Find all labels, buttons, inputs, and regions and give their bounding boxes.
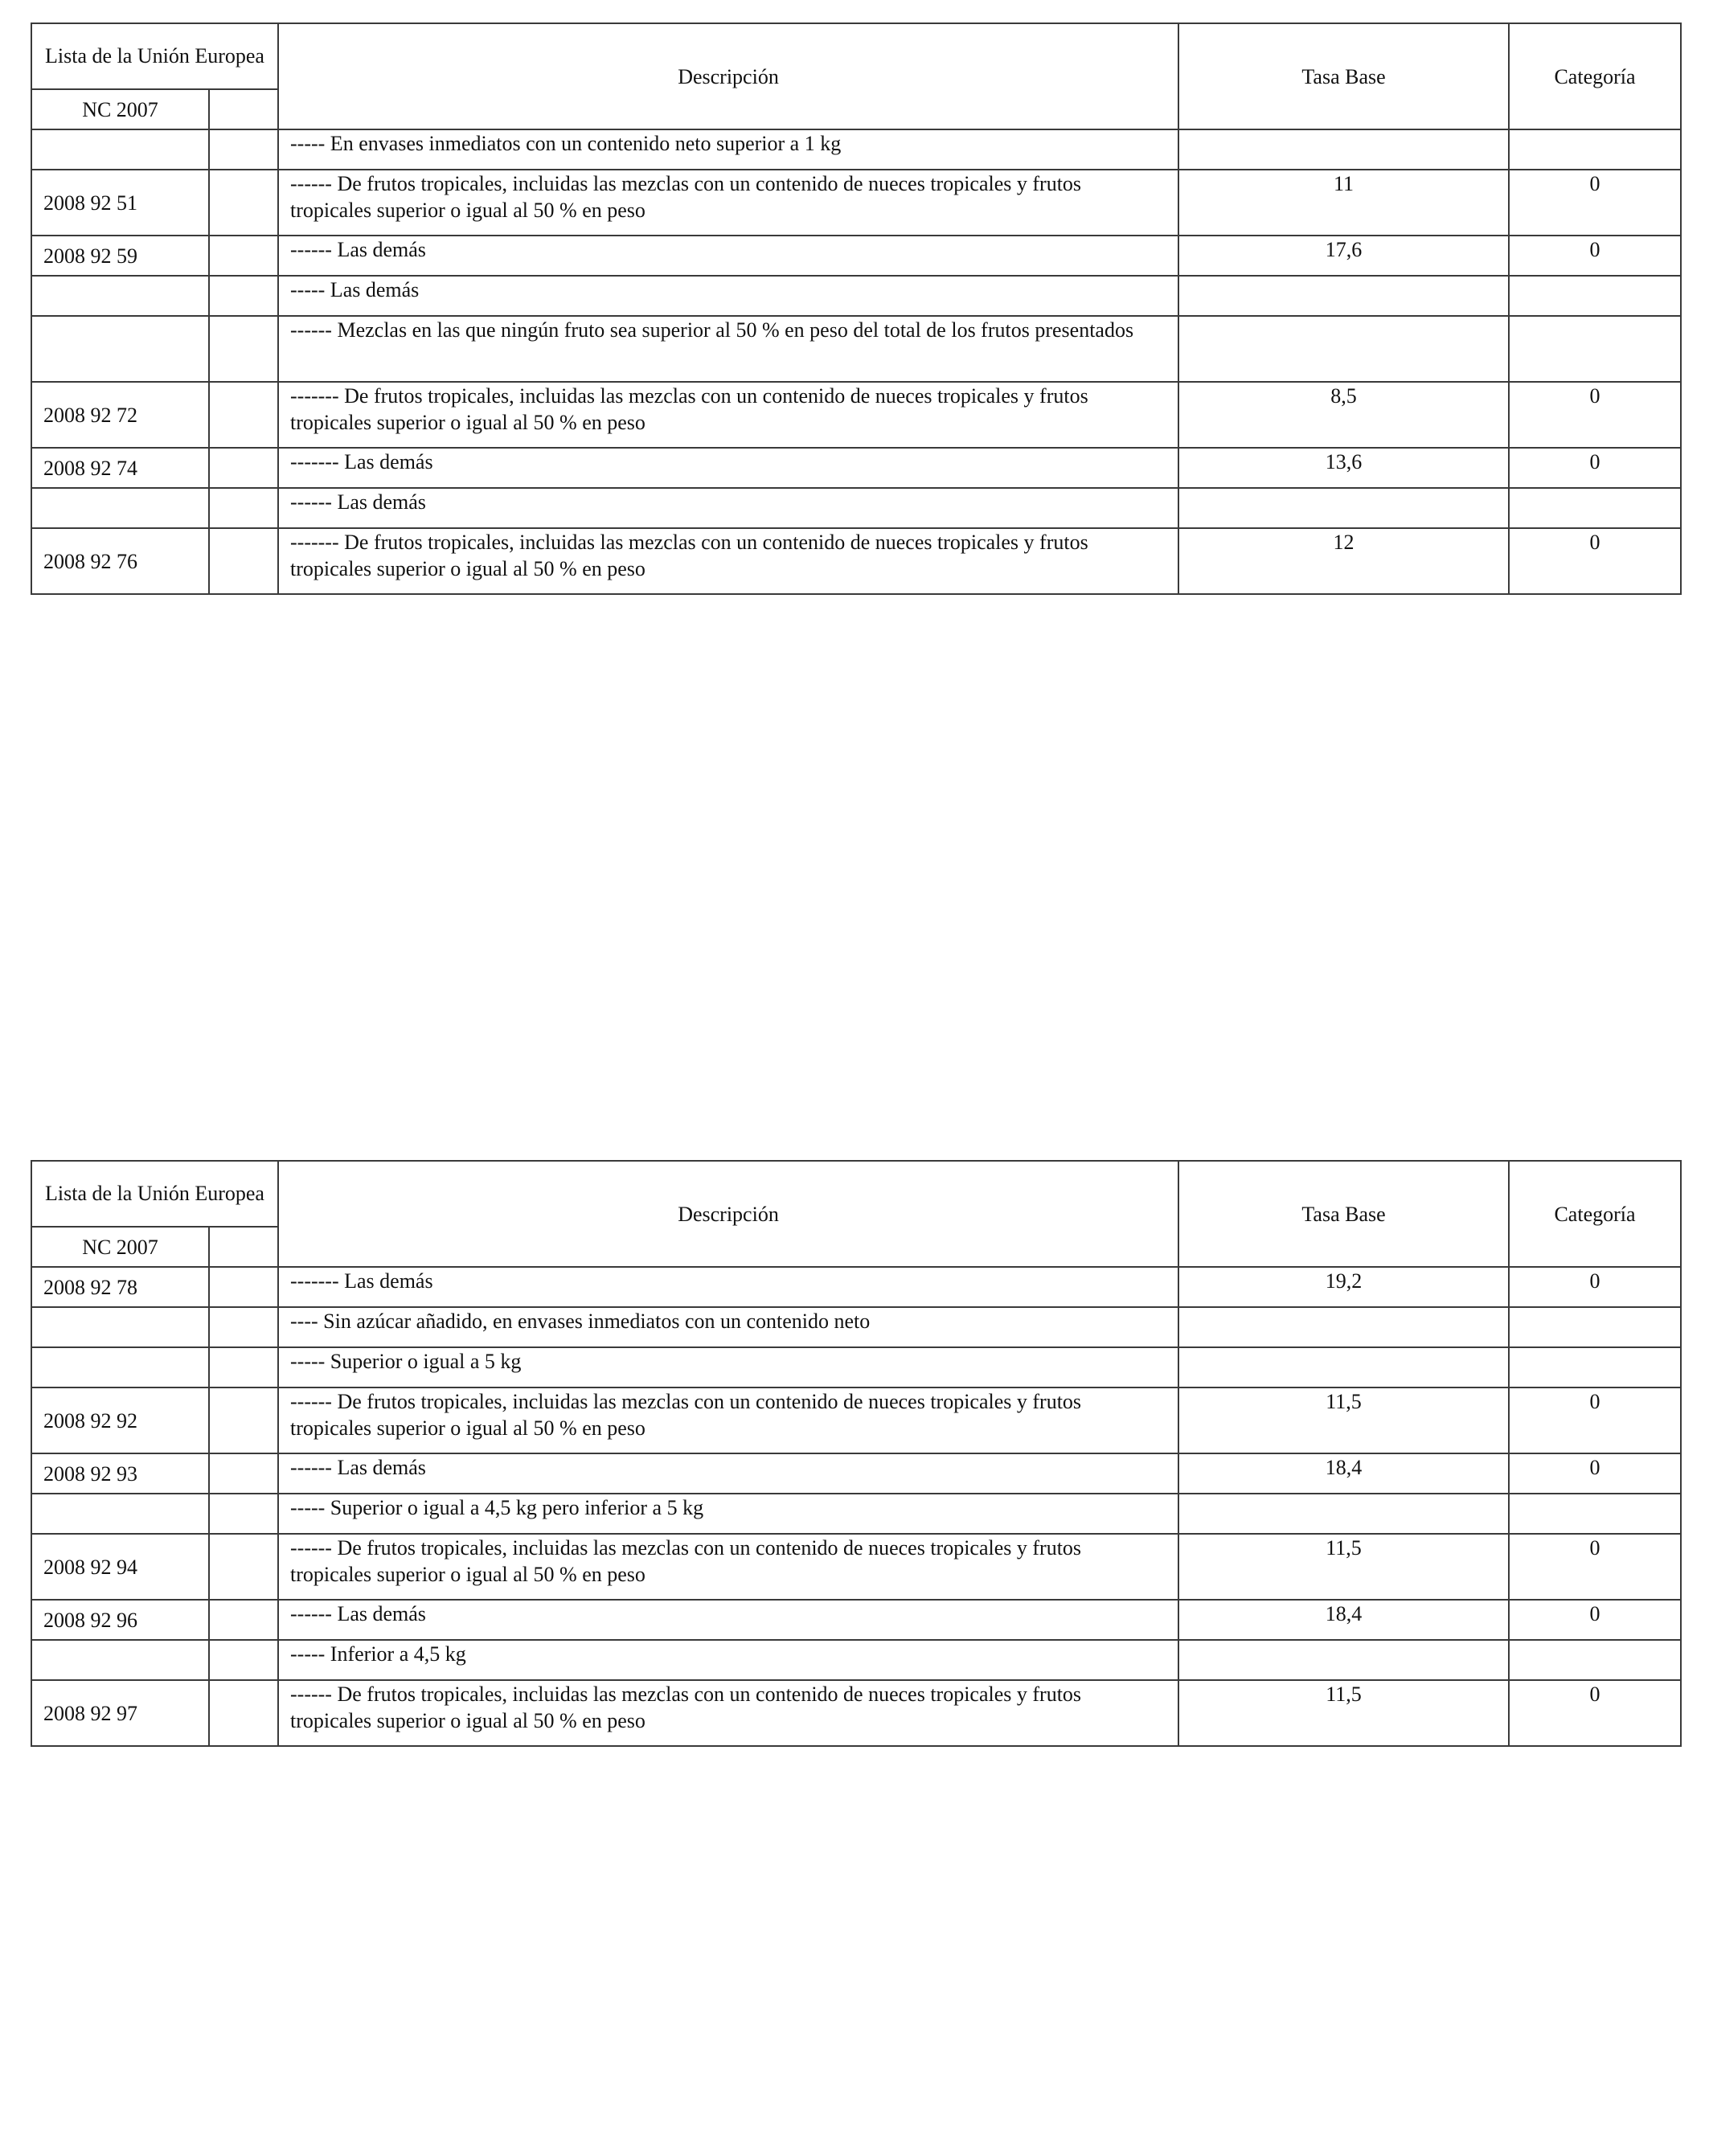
list-header: Lista de la Unión Europea xyxy=(31,1161,278,1227)
table-row xyxy=(31,1267,1681,1307)
base-rate: 19,2 xyxy=(1178,1267,1509,1307)
description: ------ Las demás xyxy=(278,236,1178,276)
empty-cell xyxy=(209,1267,278,1307)
description: ----- Superior o igual a 4,5 kg pero inferior a 5 kg xyxy=(278,1494,1178,1534)
description: ------ De frutos tropicales, incluidas las mezclas con un contenido de nueces tropicales y frutos tropicales superior o igual al 50 % en peso xyxy=(278,1387,1178,1453)
category xyxy=(1509,1494,1681,1534)
nc-code: 2008 92 93 xyxy=(31,1453,209,1494)
description: ------ Mezclas en las que ningún fruto sea superior al 50 % en peso del total de los frutos presentados xyxy=(278,316,1178,382)
base-rate: 13,6 xyxy=(1178,448,1509,488)
category: 0 xyxy=(1509,170,1681,236)
table-row xyxy=(31,1387,1681,1453)
nc-code xyxy=(31,1494,209,1534)
base-rate: 18,4 xyxy=(1178,1600,1509,1640)
category xyxy=(1509,1347,1681,1387)
table-row xyxy=(31,1640,1681,1680)
empty-cell xyxy=(209,528,278,594)
category xyxy=(1509,129,1681,170)
description: ------- De frutos tropicales, incluidas las mezclas con un contenido de nueces tropicales y frutos tropicales superior o igual al 50 % en peso xyxy=(278,382,1178,448)
empty-cell xyxy=(209,1640,278,1680)
table-row xyxy=(31,1600,1681,1640)
empty-cell xyxy=(209,1453,278,1494)
empty-cell xyxy=(209,488,278,528)
category-header: Categoría xyxy=(1509,1161,1681,1267)
table-row xyxy=(31,488,1681,528)
base-rate-header: Tasa Base xyxy=(1178,23,1509,129)
nc-code xyxy=(31,488,209,528)
description: ------ Las demás xyxy=(278,1600,1178,1640)
base-rate xyxy=(1178,129,1509,170)
description: ----- Superior o igual a 5 kg xyxy=(278,1347,1178,1387)
list-header: Lista de la Unión Europea xyxy=(31,23,278,89)
description: ----- Las demás xyxy=(278,276,1178,316)
empty-header-cell xyxy=(209,89,278,129)
base-rate xyxy=(1178,1347,1509,1387)
empty-cell xyxy=(209,170,278,236)
description-header: Descripción xyxy=(278,1161,1178,1267)
empty-cell xyxy=(209,1307,278,1347)
description-header: Descripción xyxy=(278,23,1178,129)
description: ------- De frutos tropicales, incluidas las mezclas con un contenido de nueces tropicales y frutos tropicales superior o igual al 50 % en peso xyxy=(278,528,1178,594)
category xyxy=(1509,488,1681,528)
table-row xyxy=(31,1347,1681,1387)
description: ------ De frutos tropicales, incluidas las mezclas con un contenido de nueces tropicales y frutos tropicales superior o igual al 50 % en peso xyxy=(278,1680,1178,1746)
description: ---- Sin azúcar añadido, en envases inmediatos con un contenido neto xyxy=(278,1307,1178,1347)
nc-code: 2008 92 97 xyxy=(31,1680,209,1746)
base-rate: 8,5 xyxy=(1178,382,1509,448)
base-rate: 11 xyxy=(1178,170,1509,236)
nc-code: 2008 92 94 xyxy=(31,1534,209,1600)
empty-cell xyxy=(209,1534,278,1600)
nc-code: 2008 92 92 xyxy=(31,1387,209,1453)
table-row xyxy=(31,1534,1681,1600)
nc-code: 2008 92 74 xyxy=(31,448,209,488)
nc-code xyxy=(31,316,209,382)
table-row xyxy=(31,1680,1681,1746)
nc-code: 2008 92 76 xyxy=(31,528,209,594)
category xyxy=(1509,1640,1681,1680)
base-rate: 11,5 xyxy=(1178,1534,1509,1600)
base-rate: 18,4 xyxy=(1178,1453,1509,1494)
empty-cell xyxy=(209,1600,278,1640)
table-row xyxy=(31,276,1681,316)
empty-cell xyxy=(209,276,278,316)
base-rate xyxy=(1178,1640,1509,1680)
description: ------ Las demás xyxy=(278,1453,1178,1494)
table-row xyxy=(31,170,1681,236)
table-row xyxy=(31,448,1681,488)
table-row xyxy=(31,1307,1681,1347)
nc-header: NC 2007 xyxy=(31,89,209,129)
base-rate: 17,6 xyxy=(1178,236,1509,276)
empty-cell xyxy=(209,236,278,276)
category xyxy=(1509,316,1681,382)
tariff-table-1 xyxy=(31,23,1682,595)
description: ------ De frutos tropicales, incluidas las mezclas con un contenido de nueces tropicales y frutos tropicales superior o igual al 50 % en peso xyxy=(278,1534,1178,1600)
table-row xyxy=(31,1453,1681,1494)
base-rate: 11,5 xyxy=(1178,1680,1509,1746)
description: ------ De frutos tropicales, incluidas las mezclas con un contenido de nueces tropicales y frutos tropicales superior o igual al 50 % en peso xyxy=(278,170,1178,236)
category: 0 xyxy=(1509,1453,1681,1494)
description: ------ Las demás xyxy=(278,488,1178,528)
base-rate-header: Tasa Base xyxy=(1178,1161,1509,1267)
base-rate xyxy=(1178,1494,1509,1534)
description: ------- Las demás xyxy=(278,1267,1178,1307)
empty-header-cell xyxy=(209,1227,278,1267)
nc-code xyxy=(31,1640,209,1680)
empty-cell xyxy=(209,1387,278,1453)
category: 0 xyxy=(1509,448,1681,488)
empty-cell xyxy=(209,316,278,382)
category: 0 xyxy=(1509,1534,1681,1600)
nc-code: 2008 92 96 xyxy=(31,1600,209,1640)
empty-cell xyxy=(209,1347,278,1387)
category: 0 xyxy=(1509,1267,1681,1307)
description: ------- Las demás xyxy=(278,448,1178,488)
category: 0 xyxy=(1509,1680,1681,1746)
category xyxy=(1509,1307,1681,1347)
category xyxy=(1509,276,1681,316)
category: 0 xyxy=(1509,236,1681,276)
empty-cell xyxy=(209,382,278,448)
empty-cell xyxy=(209,448,278,488)
base-rate xyxy=(1178,488,1509,528)
table-row xyxy=(31,528,1681,594)
nc-code: 2008 92 78 xyxy=(31,1267,209,1307)
nc-code: 2008 92 72 xyxy=(31,382,209,448)
tariff-table-2 xyxy=(31,1160,1682,1747)
nc-code: 2008 92 59 xyxy=(31,236,209,276)
table-row xyxy=(31,129,1681,170)
category: 0 xyxy=(1509,382,1681,448)
category: 0 xyxy=(1509,528,1681,594)
base-rate: 11,5 xyxy=(1178,1387,1509,1453)
description: ----- En envases inmediatos con un contenido neto superior a 1 kg xyxy=(278,129,1178,170)
category: 0 xyxy=(1509,1387,1681,1453)
table-row xyxy=(31,1494,1681,1534)
empty-cell xyxy=(209,1494,278,1534)
description: ----- Inferior a 4,5 kg xyxy=(278,1640,1178,1680)
nc-code xyxy=(31,1347,209,1387)
table-row xyxy=(31,236,1681,276)
nc-code: 2008 92 51 xyxy=(31,170,209,236)
nc-code xyxy=(31,1307,209,1347)
nc-code xyxy=(31,129,209,170)
category-header: Categoría xyxy=(1509,23,1681,129)
nc-code xyxy=(31,276,209,316)
category: 0 xyxy=(1509,1600,1681,1640)
table-row xyxy=(31,382,1681,448)
empty-cell xyxy=(209,1680,278,1746)
base-rate xyxy=(1178,1307,1509,1347)
base-rate xyxy=(1178,276,1509,316)
nc-header: NC 2007 xyxy=(31,1227,209,1267)
empty-cell xyxy=(209,129,278,170)
base-rate: 12 xyxy=(1178,528,1509,594)
base-rate xyxy=(1178,316,1509,382)
table-row xyxy=(31,316,1681,382)
